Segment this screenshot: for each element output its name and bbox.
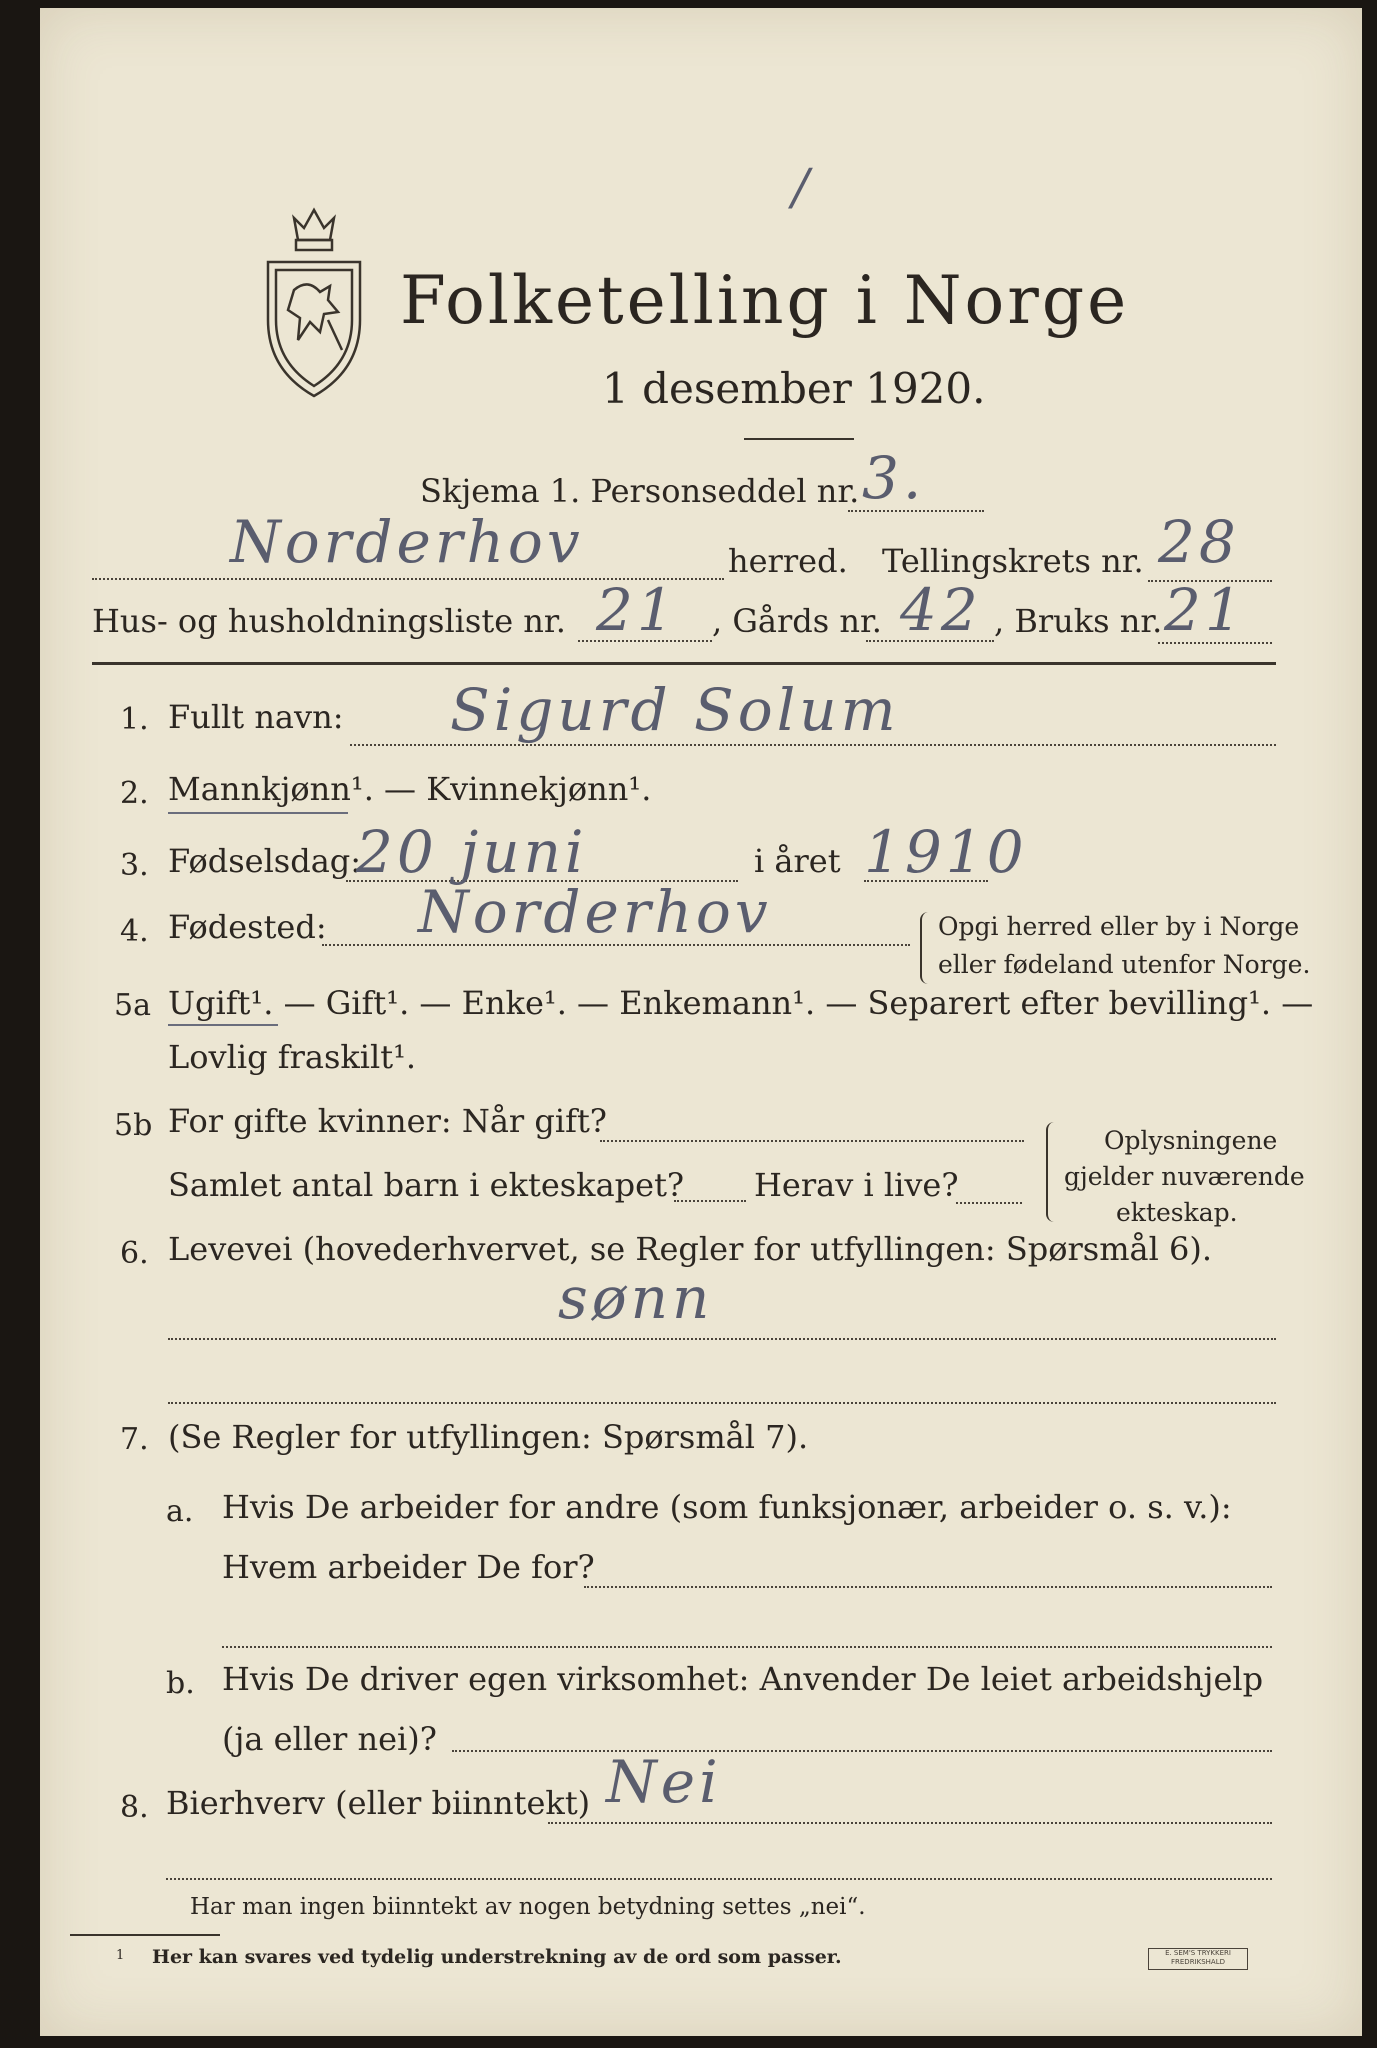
- hus-value: 21: [596, 576, 678, 644]
- q6-line1: [168, 1338, 1276, 1340]
- q8-line: [548, 1822, 1272, 1824]
- q2-male: Mannkjønn¹.: [168, 770, 374, 808]
- gards-label: , Gårds nr.: [712, 602, 882, 640]
- q7a-line: [584, 1586, 1272, 1588]
- q7a-line2-dots: [222, 1646, 1272, 1648]
- q7a-line2: Hvem arbeider De for?: [222, 1548, 595, 1586]
- section-divider: [92, 662, 1276, 665]
- person-nr-value: 3.: [862, 444, 926, 512]
- biinntekt-note: Har man ingen biinntekt av nogen betydning settes „nei“.: [190, 1894, 866, 1920]
- q7-label: (Se Regler for utfyllingen: Spørsmål 7).: [168, 1418, 809, 1456]
- q5a-ugift: Ugift¹.: [168, 984, 274, 1022]
- bruks-label: , Bruks nr.: [994, 602, 1163, 640]
- q7b-line1: Hvis De driver egen virksomhet: Anvender De leiet arbeidshjelp: [222, 1660, 1264, 1698]
- bruks-value: 21: [1164, 576, 1246, 644]
- q2-options: [168, 770, 651, 808]
- printer-line2: FREDRIKSHALD: [1170, 1958, 1225, 1966]
- q7a-number: a.: [166, 1494, 194, 1529]
- q8-label: Bierhverv (eller biinntekt): [166, 1784, 591, 1822]
- q1-label: Fullt navn:: [168, 698, 344, 736]
- q8-value: Nei: [606, 1748, 722, 1816]
- q5b-line1: For gifte kvinner: Når gift?: [168, 1102, 607, 1140]
- q5b-children-line: [674, 1200, 746, 1202]
- herred-value: Norderhov: [230, 508, 584, 576]
- q3-number: 3.: [120, 848, 149, 883]
- q6-value: sønn: [558, 1264, 714, 1332]
- q4-label: Fødested:: [168, 908, 327, 946]
- q5b-note-line2: gjelder nuværende: [1064, 1162, 1305, 1191]
- q1-value: Sigurd Solum: [450, 676, 900, 744]
- q4-note-line1: Opgi herred eller by i Norge: [938, 912, 1300, 941]
- q7a-line1: Hvis De arbeider for andre (som funksjonær, arbeider o. s. v.):: [222, 1488, 1232, 1526]
- title-divider: [744, 438, 854, 440]
- q5b-line2a: Samlet antal barn i ekteskapet?: [168, 1166, 685, 1204]
- q5b-married-line: [600, 1140, 1024, 1142]
- q5a-rest: — Gift¹. — Enke¹. — Enkemann¹. — Separert efter bevilling¹. —: [273, 984, 1314, 1022]
- gards-value: 42: [900, 576, 982, 644]
- q5b-alive-line: [956, 1202, 1022, 1204]
- q1-number: 1.: [120, 702, 149, 737]
- q3-year-label: i året: [754, 842, 841, 880]
- q5b-number: 5b: [114, 1108, 153, 1143]
- footnote-divider: [70, 1934, 220, 1936]
- q7b-line2: (ja eller nei)?: [222, 1720, 437, 1758]
- printer-line1: E. SEM'S TRYKKERI: [1165, 1949, 1231, 1957]
- q8-number: 8.: [120, 1790, 149, 1825]
- census-form-sheet: [40, 8, 1362, 2036]
- q6-label: Levevei (hovederhvervet, se Regler for utfyllingen: Spørsmål 6).: [168, 1230, 1213, 1268]
- herred-label: herred.: [728, 542, 848, 580]
- q2-male-underline: [168, 812, 348, 814]
- q2-female: Kvinnekjønn¹.: [426, 770, 652, 808]
- schema-label: Skjema 1. Personseddel nr.: [420, 472, 860, 510]
- hus-label: Hus- og husholdningsliste nr.: [92, 602, 566, 640]
- coat-of-arms-icon: [258, 200, 370, 400]
- footnote-mark: 1: [116, 1948, 125, 1963]
- q2-number: 2.: [120, 776, 149, 811]
- q5b-note-line1: Oplysningene: [1104, 1126, 1278, 1155]
- census-date: 1 desember 1920.: [602, 364, 986, 413]
- q5a-options: [168, 984, 1313, 1022]
- q4-brace: [920, 912, 932, 984]
- q8-line2: [166, 1878, 1272, 1880]
- q2-sep: —: [373, 770, 427, 808]
- q6-line2: [168, 1402, 1276, 1404]
- q4-number: 4.: [120, 914, 149, 949]
- q3-year-value: 1910: [864, 818, 1028, 886]
- q1-line: [350, 744, 1276, 746]
- q5b-line2b: Herav i live?: [754, 1166, 959, 1204]
- q7b-number: b.: [166, 1666, 195, 1701]
- printer-stamp: [1148, 1948, 1248, 1970]
- form-title: Folketelling i Norge: [400, 262, 1130, 339]
- tellingskrets-label: Tellingskrets nr.: [882, 542, 1144, 580]
- pencil-mark: /: [792, 158, 813, 216]
- tellingskrets-value: 28: [1158, 508, 1240, 576]
- q3-value: 20 juni: [356, 818, 588, 886]
- q7-number: 7.: [120, 1422, 149, 1457]
- q5a-number: 5a: [114, 988, 151, 1023]
- q6-number: 6.: [120, 1236, 149, 1271]
- q7b-line: [452, 1750, 1272, 1752]
- q4-note-line2: eller fødeland utenfor Norge.: [938, 950, 1311, 979]
- q5a-ugift-underline: [168, 1024, 278, 1026]
- q4-value: Norderhov: [418, 878, 772, 946]
- q5b-note-line3: ekteskap.: [1116, 1198, 1238, 1227]
- q5b-brace: [1046, 1122, 1060, 1222]
- footnote-text: Her kan svares ved tydelig understrekning av de ord som passer.: [152, 1946, 842, 1968]
- q3-label: Fødselsdag:: [168, 842, 362, 880]
- q5a-line2: Lovlig fraskilt¹.: [168, 1038, 417, 1076]
